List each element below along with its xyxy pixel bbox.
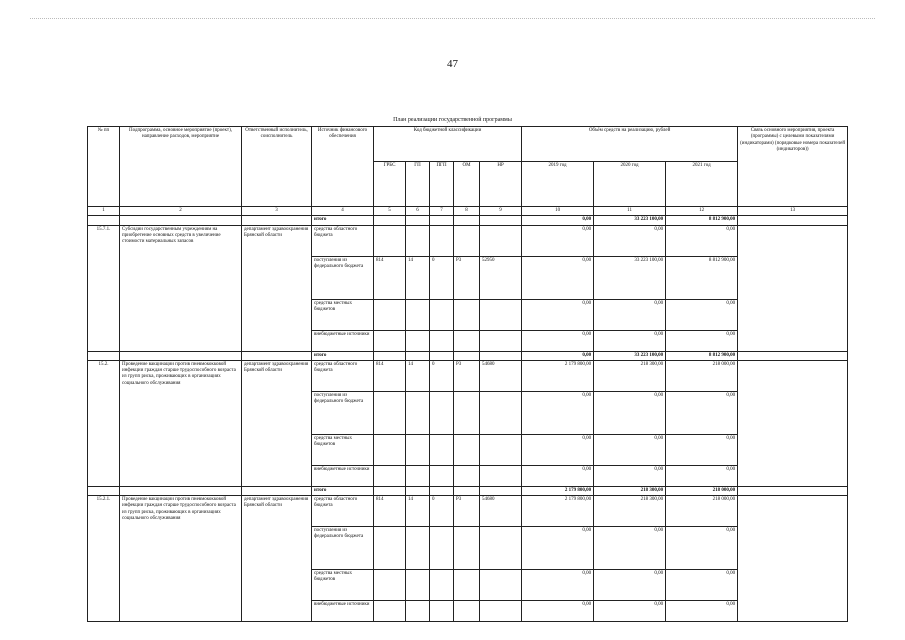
value-2019: 0,00 xyxy=(522,465,594,486)
value-2019: 0,00 xyxy=(522,225,594,256)
code-pgp xyxy=(430,225,454,256)
total-2020: 33 223 100,00 xyxy=(594,216,666,225)
item-number: 15.2. xyxy=(88,360,120,486)
code-om xyxy=(454,434,480,465)
value-2020: 218 300,00 xyxy=(594,496,666,527)
code-om xyxy=(454,527,480,570)
total-label: итого xyxy=(312,351,374,360)
col-number: 1 xyxy=(88,207,120,216)
item-name: Проведение вакцинации против пневмококковой инфекции граждан старше трудоспособного возраста из групп риска, проживающих в организациях социального обслуживания xyxy=(120,360,242,486)
header-grbs: ГРБС xyxy=(374,162,406,207)
value-2021: 0,00 xyxy=(666,570,738,601)
code-pgp xyxy=(430,330,454,351)
col-number: 11 xyxy=(594,207,666,216)
value-2021: 218 000,00 xyxy=(666,496,738,527)
code-gp: 14 xyxy=(406,496,430,527)
item-executor: департамент здравоохранения Брянской области xyxy=(242,496,312,622)
value-2021: 0,00 xyxy=(666,330,738,351)
funding-source: средства местных бюджетов xyxy=(312,434,374,465)
funding-source: поступления из федерального бюджета xyxy=(312,391,374,434)
value-2021: 8 812 900,00 xyxy=(666,256,738,299)
code-grbs: 814 xyxy=(374,360,406,391)
code-gp xyxy=(406,299,430,330)
code-nr xyxy=(480,434,522,465)
header-pgp: ПГП xyxy=(430,162,454,207)
code-pgp: 0 xyxy=(430,496,454,527)
value-2020: 0,00 xyxy=(594,527,666,570)
col-number: 7 xyxy=(430,207,454,216)
code-nr: 54680 xyxy=(480,360,522,391)
total-2019: 2 179 800,00 xyxy=(522,486,594,495)
code-nr xyxy=(480,225,522,256)
header-volume: Объём средств на реализацию, рублей xyxy=(522,127,738,162)
value-2019: 0,00 xyxy=(522,330,594,351)
header-2021: 2021 год xyxy=(666,162,738,207)
header-2019: 2019 год xyxy=(522,162,594,207)
code-grbs xyxy=(374,465,406,486)
header-subprogram: Подпрограмма, основное мероприятие (проект), направление расходов, мероприятие xyxy=(120,127,242,207)
code-pgp xyxy=(430,391,454,434)
value-2019: 0,00 xyxy=(522,601,594,622)
code-gp: 14 xyxy=(406,256,430,299)
value-2019: 2 179 800,00 xyxy=(522,360,594,391)
header-link: Связь основного мероприятия, проекта (программы) с целевыми показателями (индикаторами) (порядковые номера показателей (индикаторов)) xyxy=(738,127,848,207)
total-label: итого xyxy=(312,216,374,225)
value-2020: 0,00 xyxy=(594,570,666,601)
col-number: 4 xyxy=(312,207,374,216)
code-gp xyxy=(406,527,430,570)
total-2019: 0,00 xyxy=(522,351,594,360)
funding-source: внебюджетные источники xyxy=(312,601,374,622)
col-number: 10 xyxy=(522,207,594,216)
code-om xyxy=(454,601,480,622)
code-pgp xyxy=(430,465,454,486)
total-2019: 0,00 xyxy=(522,216,594,225)
scan-noise-dots xyxy=(30,18,875,21)
header-2020: 2020 год xyxy=(594,162,666,207)
value-2020: 0,00 xyxy=(594,391,666,434)
code-nr xyxy=(480,465,522,486)
program-plan-table xyxy=(87,126,848,622)
code-om xyxy=(454,299,480,330)
table-body xyxy=(88,127,848,622)
funding-source: средства областного бюджета xyxy=(312,225,374,256)
value-2020: 0,00 xyxy=(594,225,666,256)
indicator-link xyxy=(738,360,848,486)
value-2021: 218 000,00 xyxy=(666,360,738,391)
code-om xyxy=(454,225,480,256)
total-2021: 218 000,00 xyxy=(666,486,738,495)
table-row xyxy=(88,225,848,256)
value-2021: 0,00 xyxy=(666,434,738,465)
item-executor: департамент здравоохранения Брянской области xyxy=(242,225,312,351)
value-2021: 0,00 xyxy=(666,527,738,570)
code-gp: 14 xyxy=(406,360,430,391)
col-number: 2 xyxy=(120,207,242,216)
indicator-link xyxy=(738,496,848,622)
page-number: 47 xyxy=(447,58,458,70)
document-title: План реализации государственной программы xyxy=(393,117,512,123)
header-om: ОМ xyxy=(454,162,480,207)
code-pgp xyxy=(430,527,454,570)
value-2019: 2 179 800,00 xyxy=(522,496,594,527)
code-om xyxy=(454,465,480,486)
header-budget-code: Код бюджетной классификации xyxy=(374,127,522,162)
code-grbs xyxy=(374,601,406,622)
item-name: Проведение вакцинации против пневмококковой инфекции граждан старше трудоспособного возраста из групп риска, проживающих в организациях социального обслуживания xyxy=(120,496,242,622)
table-row xyxy=(88,360,848,391)
item-executor: департамент здравоохранения Брянской области xyxy=(242,360,312,486)
funding-source: средства областного бюджета xyxy=(312,360,374,391)
code-grbs: 814 xyxy=(374,496,406,527)
code-om xyxy=(454,391,480,434)
total-row xyxy=(88,486,848,495)
code-om: Р3 xyxy=(454,360,480,391)
indicator-link xyxy=(738,225,848,351)
total-row xyxy=(88,351,848,360)
item-number: 15.7.1. xyxy=(88,225,120,351)
code-grbs xyxy=(374,299,406,330)
code-pgp xyxy=(430,570,454,601)
code-nr: 54680 xyxy=(480,496,522,527)
value-2020: 33 223 100,00 xyxy=(594,256,666,299)
code-nr xyxy=(480,299,522,330)
code-om: Р3 xyxy=(454,256,480,299)
col-number: 12 xyxy=(666,207,738,216)
col-number: 13 xyxy=(738,207,848,216)
value-2019: 0,00 xyxy=(522,299,594,330)
col-number: 3 xyxy=(242,207,312,216)
code-nr xyxy=(480,330,522,351)
code-grbs xyxy=(374,391,406,434)
code-grbs xyxy=(374,225,406,256)
code-pgp xyxy=(430,299,454,330)
item-number: 15.2.1. xyxy=(88,496,120,622)
value-2020: 0,00 xyxy=(594,299,666,330)
code-gp xyxy=(406,465,430,486)
code-grbs xyxy=(374,330,406,351)
value-2020: 218 300,00 xyxy=(594,360,666,391)
total-label: итого xyxy=(312,486,374,495)
code-nr xyxy=(480,391,522,434)
code-om xyxy=(454,570,480,601)
code-gp xyxy=(406,225,430,256)
header-num: № пп xyxy=(88,127,120,207)
code-nr xyxy=(480,527,522,570)
value-2020: 0,00 xyxy=(594,601,666,622)
funding-source: поступления из федерального бюджета xyxy=(312,256,374,299)
column-number-row xyxy=(88,207,848,216)
code-pgp: 0 xyxy=(430,256,454,299)
code-pgp: 0 xyxy=(430,360,454,391)
value-2019: 0,00 xyxy=(522,570,594,601)
value-2019: 0,00 xyxy=(522,391,594,434)
code-grbs: 814 xyxy=(374,256,406,299)
code-nr xyxy=(480,570,522,601)
total-2020: 218 300,00 xyxy=(594,486,666,495)
col-number: 8 xyxy=(454,207,480,216)
value-2021: 0,00 xyxy=(666,225,738,256)
header-gp: ГП xyxy=(406,162,430,207)
value-2019: 0,00 xyxy=(522,434,594,465)
funding-source: внебюджетные источники xyxy=(312,465,374,486)
total-2021: 8 812 900,00 xyxy=(666,351,738,360)
value-2021: 0,00 xyxy=(666,391,738,434)
value-2019: 0,00 xyxy=(522,256,594,299)
header-executor: Ответственный исполнитель, соисполнитель xyxy=(242,127,312,207)
code-grbs xyxy=(374,570,406,601)
code-grbs xyxy=(374,527,406,570)
item-name: Субсидии государственным учреждениям на приобретение основных средств в увеличение стоимости материальных запасов xyxy=(120,225,242,351)
code-pgp xyxy=(430,601,454,622)
code-gp xyxy=(406,570,430,601)
value-2021: 0,00 xyxy=(666,299,738,330)
code-gp xyxy=(406,601,430,622)
code-nr xyxy=(480,601,522,622)
value-2020: 0,00 xyxy=(594,434,666,465)
value-2020: 0,00 xyxy=(594,330,666,351)
code-gp xyxy=(406,434,430,465)
code-nr: 52950 xyxy=(480,256,522,299)
funding-source: средства местных бюджетов xyxy=(312,299,374,330)
code-pgp xyxy=(430,434,454,465)
table-row xyxy=(88,496,848,527)
col-number: 5 xyxy=(374,207,406,216)
header-nr: НР xyxy=(480,162,522,207)
funding-source: средства областного бюджета xyxy=(312,496,374,527)
value-2020: 0,00 xyxy=(594,465,666,486)
funding-source: внебюджетные источники xyxy=(312,330,374,351)
funding-source: поступления из федерального бюджета xyxy=(312,527,374,570)
col-number: 9 xyxy=(480,207,522,216)
value-2021: 0,00 xyxy=(666,601,738,622)
col-number: 6 xyxy=(406,207,430,216)
total-2021: 8 812 900,00 xyxy=(666,216,738,225)
code-om xyxy=(454,330,480,351)
header-source: Источник финансового обеспечения xyxy=(312,127,374,207)
code-gp xyxy=(406,391,430,434)
code-om: Р3 xyxy=(454,496,480,527)
code-grbs xyxy=(374,434,406,465)
total-row xyxy=(88,216,848,225)
total-2020: 33 223 100,00 xyxy=(594,351,666,360)
header-row xyxy=(88,127,848,162)
code-gp xyxy=(406,330,430,351)
value-2021: 0,00 xyxy=(666,465,738,486)
value-2019: 0,00 xyxy=(522,527,594,570)
funding-source: средства местных бюджетов xyxy=(312,570,374,601)
